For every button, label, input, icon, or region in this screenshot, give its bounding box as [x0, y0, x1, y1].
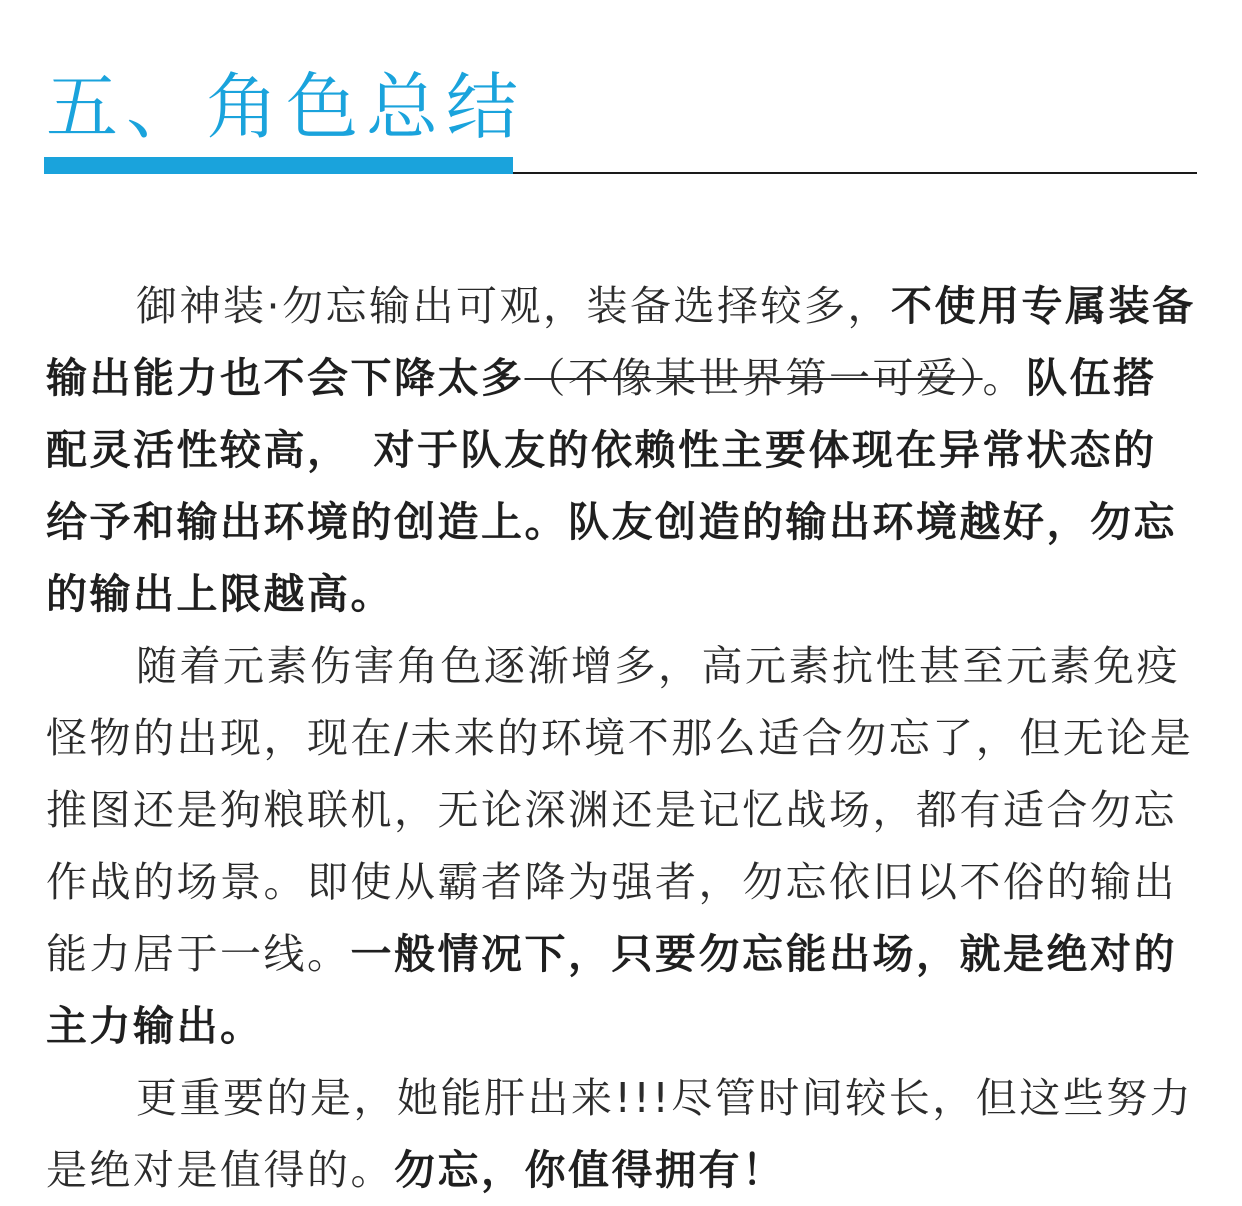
bold-text-run: 一般情况下，只要勿忘能出场，就是绝对的主力输出。	[46, 930, 1177, 1050]
paragraph-1	[46, 270, 1196, 630]
strikethrough-text-run: （不像某世界第一可爱）	[524, 354, 983, 402]
text-run: 随着元素伤害角色逐渐增多，高元素抗性甚至元素免疫怪物的出现，现在/未来的环境不那么适合勿忘了，但无论是推图还是狗粮联机，无论深渊还是记忆战场，都有适合勿忘作战的场景。即使从霸者降为强者，勿忘依旧以不俗的输出能力居于一线。	[46, 642, 1194, 978]
bold-text-run: 队伍搭配灵活性较高， 对于队友的依赖性主要体现在异常状态的给予和输出环境的创造上。队友创造的输出环境越好，勿忘的输出上限越高。	[46, 354, 1177, 618]
paragraph-2	[46, 630, 1196, 1062]
section-title: 五、角色总结	[46, 65, 527, 149]
text-run: 御神装·勿忘输出可观，装备选择较多，	[136, 282, 892, 330]
paragraph-3	[46, 1062, 1196, 1206]
bold-text-run: 勿忘，你值得拥有！	[394, 1146, 786, 1194]
title-divider-line	[513, 172, 1197, 174]
summary-body	[46, 270, 1196, 1206]
title-accent-bar	[44, 157, 513, 174]
text-run: 更重要的是，她能肝出来!!!尽管时间较长，但这些努力是绝对是值得的。	[46, 1074, 1194, 1194]
bold-text-run: 不使用专属装备输出能力也不会下降太多	[46, 282, 1196, 402]
text-run: 。	[982, 354, 1026, 402]
